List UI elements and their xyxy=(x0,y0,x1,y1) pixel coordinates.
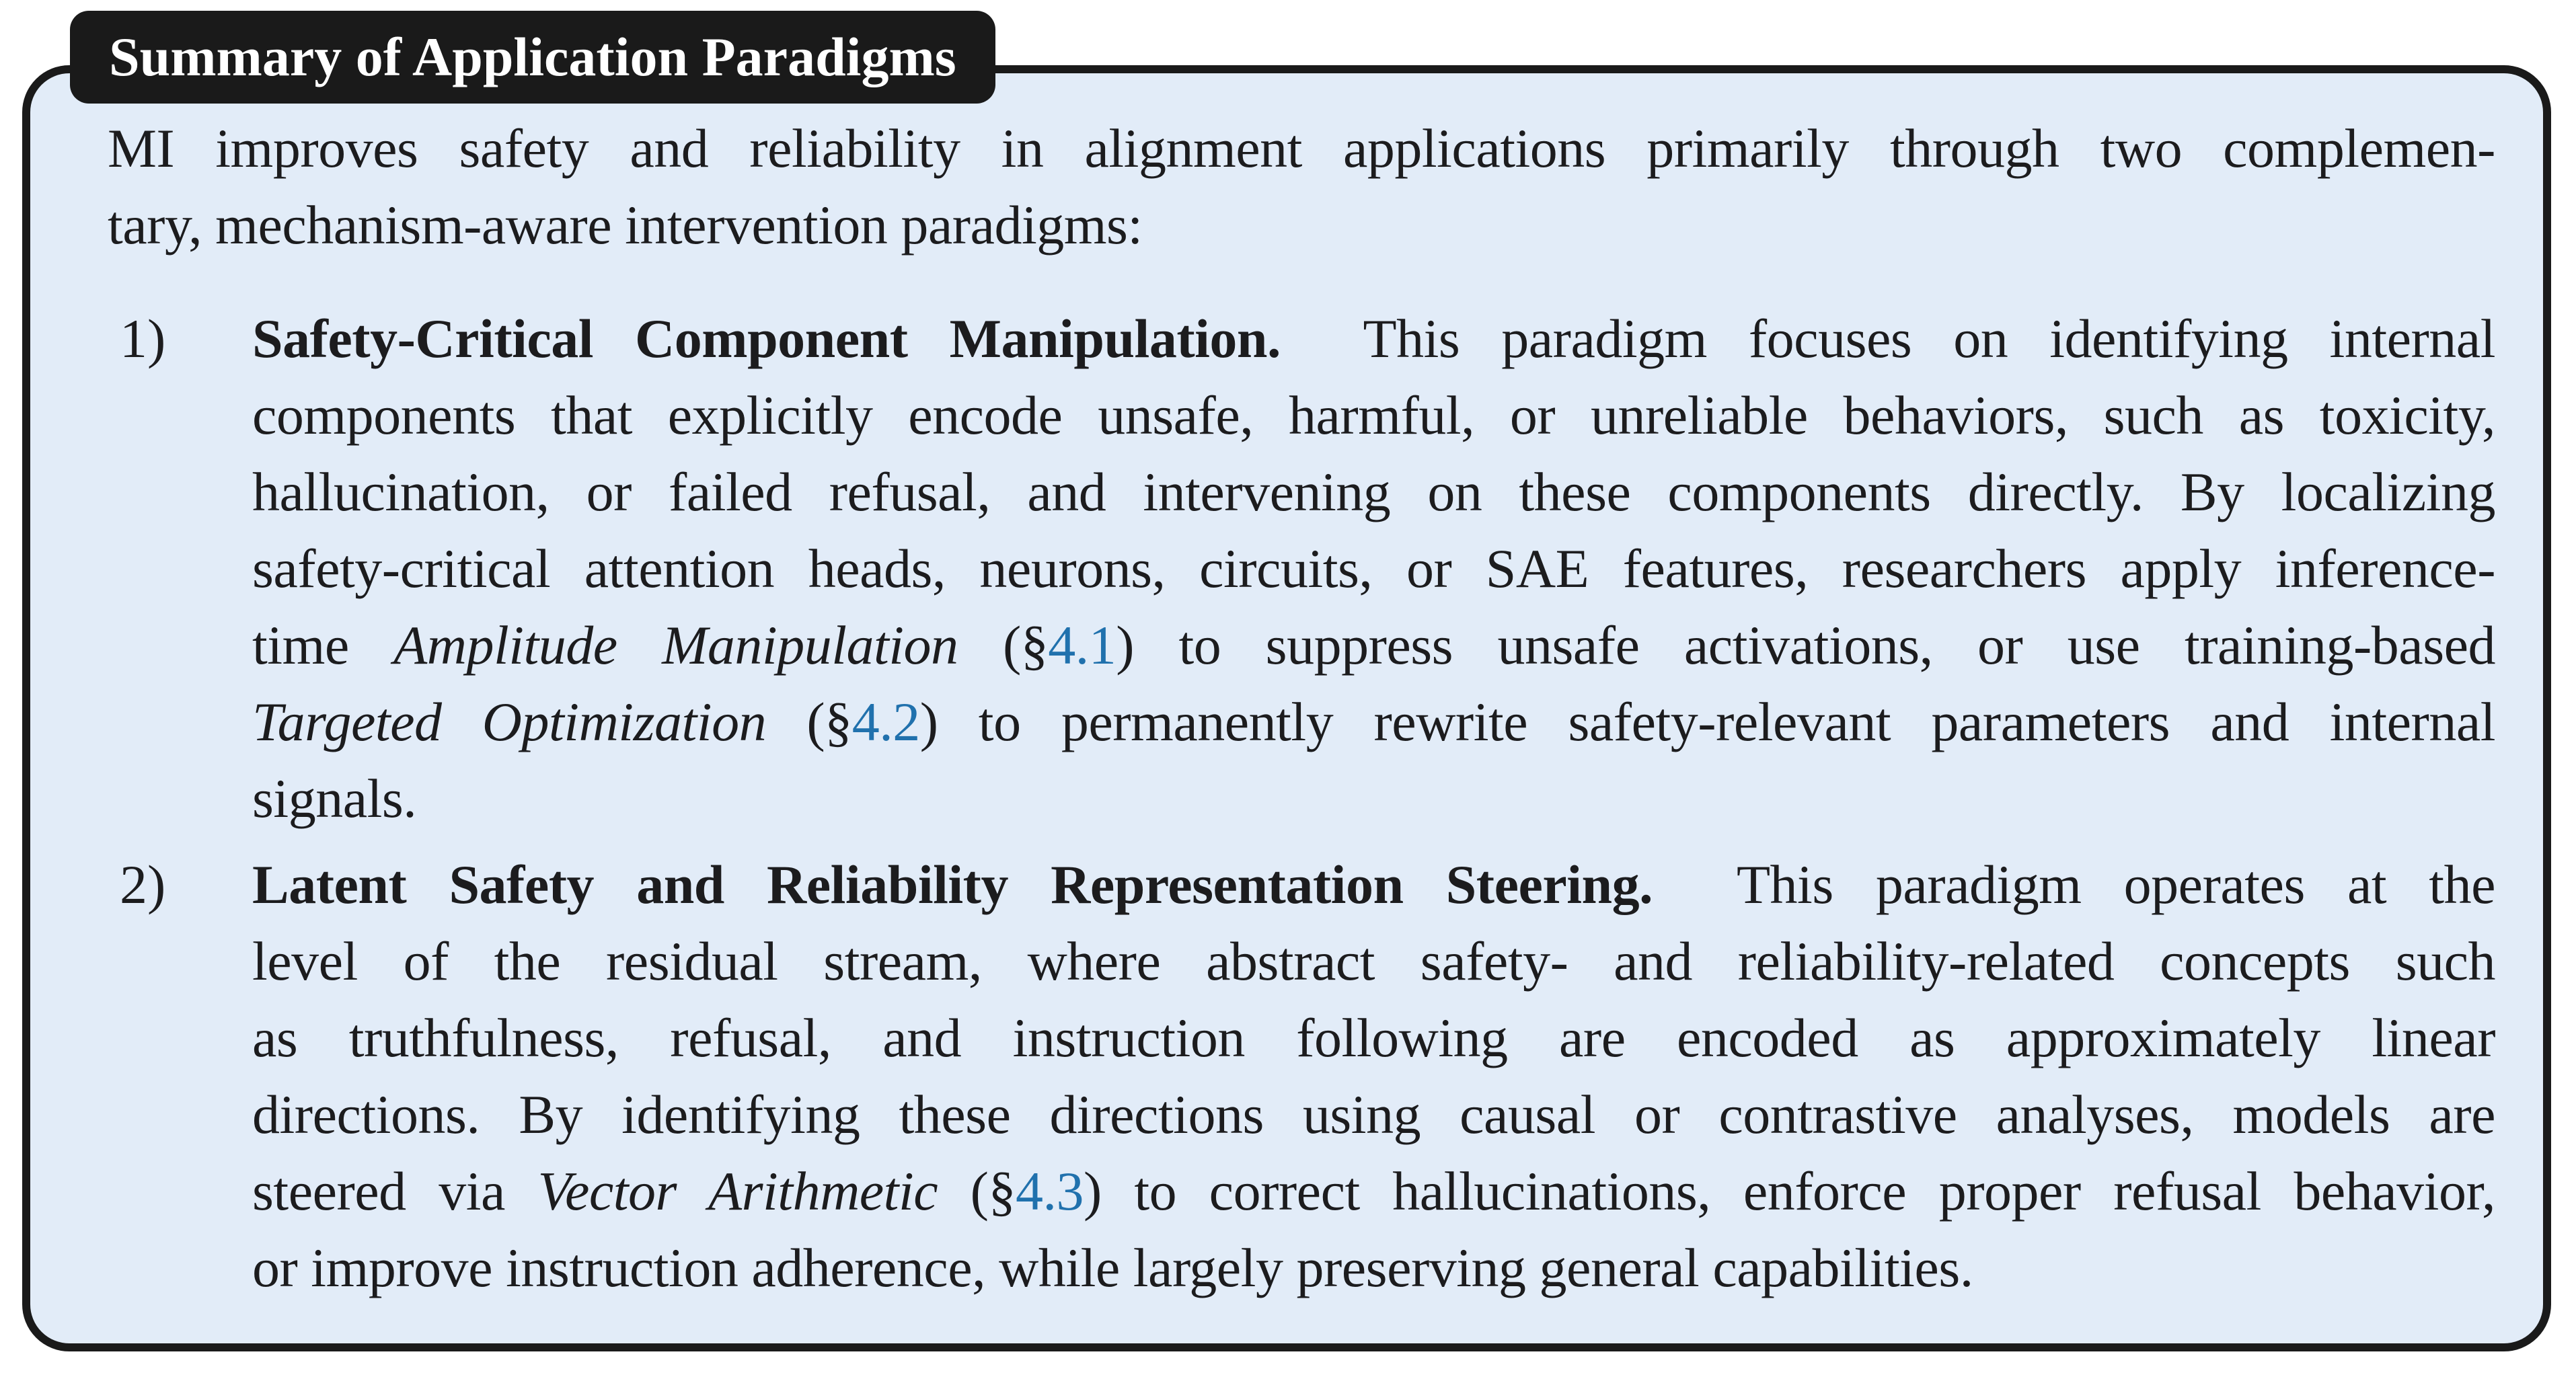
text-run: signals. xyxy=(252,768,417,829)
text-run: as truthfulness, refusal, and instruction following are encoded as approximately linear xyxy=(252,1007,2495,1068)
item-number: 2) xyxy=(120,854,166,915)
callout-title: Summary of Application Paradigms xyxy=(109,26,956,87)
list-item-1 xyxy=(108,301,2495,837)
text-run: steered via xyxy=(252,1160,538,1222)
section-ref-link[interactable]: 4.1 xyxy=(1048,615,1116,676)
text-run: level of the residual stream, where abstract safety- and reliability-related concepts such xyxy=(252,931,2495,992)
text-run: This paradigm focuses on identifying internal xyxy=(1281,308,2495,369)
text-line xyxy=(252,530,2495,607)
text-run: hallucination, or failed refusal, and intervening on these components directly. By localizing xyxy=(252,461,2495,522)
text-line xyxy=(252,1153,2495,1230)
text-run: directions. By identifying these directions using causal or contrastive analyses, models are xyxy=(252,1084,2495,1145)
text-run: components that explicitly encode unsafe, harmful, or unreliable behaviors, such as toxicity, xyxy=(252,385,2495,446)
intro-paragraph xyxy=(108,110,2495,264)
text-line xyxy=(108,110,2495,187)
item-body xyxy=(252,846,2495,1306)
callout-title-tab xyxy=(70,11,995,104)
text-run: tary, mechanism-aware intervention paradigms: xyxy=(108,194,1143,255)
text-line xyxy=(108,187,2495,264)
text-line xyxy=(252,1076,2495,1153)
text-run: or improve instruction adherence, while largely preserving general capabilities. xyxy=(252,1237,1973,1298)
text-line xyxy=(252,301,2495,377)
italic-run: Vector Arithmetic xyxy=(537,1160,938,1222)
text-run: This paradigm operates at the xyxy=(1653,854,2495,915)
italic-run: Targeted Optimization xyxy=(252,691,767,752)
bold-run: Latent Safety and Reliability Representation Steering. xyxy=(252,854,1653,915)
text-run: (§ xyxy=(766,691,852,752)
text-line xyxy=(252,454,2495,530)
text-line xyxy=(252,377,2495,454)
text-run: ) to permanently rewrite safety-relevant parameters and internal xyxy=(919,691,2496,752)
text-line xyxy=(252,1000,2495,1076)
text-run: safety-critical attention heads, neurons, circuits, or SAE features, researchers apply inference- xyxy=(252,538,2495,599)
text-line xyxy=(252,1230,2495,1306)
text-line xyxy=(252,684,2495,760)
section-ref-link[interactable]: 4.3 xyxy=(1016,1160,1084,1222)
item-number: 1) xyxy=(120,308,166,369)
text-run: ) to suppress unsafe activations, or use training-based xyxy=(1116,615,2496,676)
text-run: MI improves safety and reliability in alignment applications primarily through two complemen- xyxy=(108,118,2495,179)
text-run: ) to correct hallucinations, enforce proper refusal behavior, xyxy=(1084,1160,2495,1222)
text-line xyxy=(252,760,2495,837)
item-body xyxy=(252,301,2495,837)
list-item-2 xyxy=(108,846,2495,1306)
text-line xyxy=(252,846,2495,923)
text-run: (§ xyxy=(958,615,1049,676)
summary-callout-box xyxy=(22,65,2551,1351)
paradigm-list xyxy=(108,301,2495,1306)
text-run: (§ xyxy=(938,1160,1016,1222)
section-ref-link[interactable]: 4.2 xyxy=(851,691,920,752)
text-run: time xyxy=(252,615,394,676)
italic-run: Amplitude Manipulation xyxy=(393,615,958,676)
bold-run: Safety-Critical Component Manipulation. xyxy=(252,308,1281,369)
text-line xyxy=(252,923,2495,1000)
callout-content xyxy=(108,110,2495,1306)
text-line xyxy=(252,607,2495,684)
